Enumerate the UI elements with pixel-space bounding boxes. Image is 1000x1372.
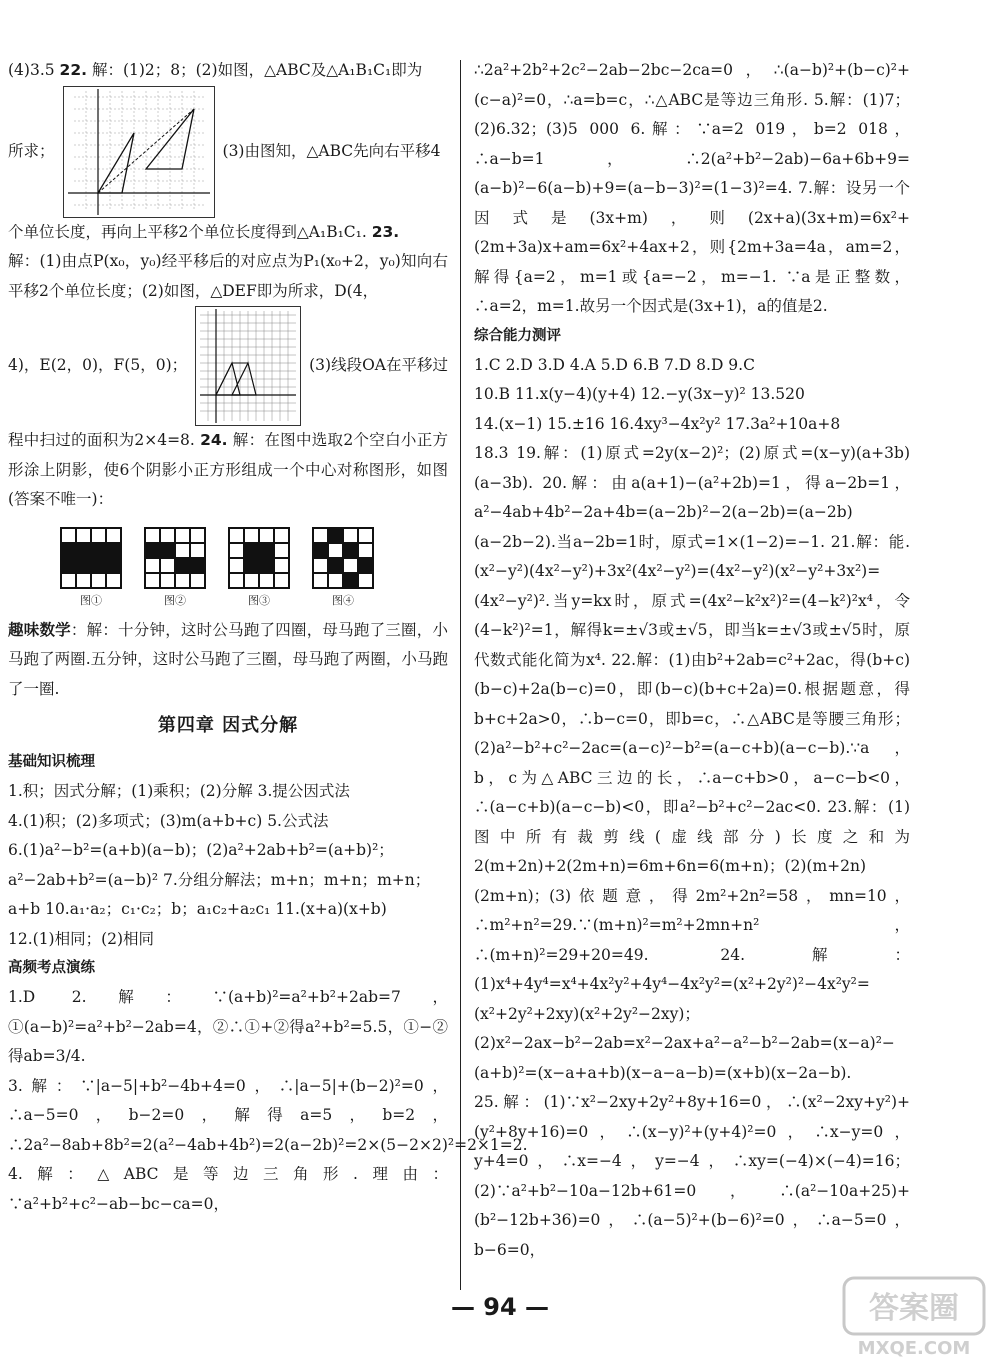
- blank-cell: [259, 528, 274, 543]
- blank-cell: [358, 543, 373, 558]
- q22-number: 22.: [59, 61, 88, 79]
- shaded-cell: [175, 558, 190, 573]
- blank-cell: [313, 558, 328, 573]
- watermark-logo: [840, 1270, 988, 1362]
- test-answer-lines: [474, 351, 910, 440]
- test-answer-line: 14.(x−1) 15.±16 16.4xy³−4x²y² 17.3a²+10a+8: [474, 414, 841, 433]
- shaded-cell: [76, 558, 91, 573]
- blank-cell: [145, 573, 160, 588]
- q22-q23-paragraph: [8, 218, 448, 248]
- basic-knowledge-lines: [8, 777, 448, 954]
- shaded-cell: [259, 558, 274, 573]
- coordinate-grid-figure-1: [63, 86, 215, 218]
- blank-cell: [160, 528, 175, 543]
- shaded-cell: [244, 543, 259, 558]
- basic-knowledge-line: a²−2ab+b²=(a−b)² 7.分组分解法；m+n；m+n；m+n；: [8, 870, 431, 889]
- shaded-cell: [259, 543, 274, 558]
- q22-fig-before: 所求；: [8, 141, 55, 160]
- section-basic-knowledge: 基础知识梳理: [8, 754, 95, 770]
- blank-cell: [61, 528, 76, 543]
- q24-text: 解：在图中选取2个空白小正方形涂上阴影，使6个阴影小正方形组成一个中心对称图形，如图(答案不唯一)：: [8, 431, 448, 508]
- basic-knowledge-line: 6.(1)a²−b²=(a+b)(a−b)；(2)a²+2ab+b²=(a+b)²；: [8, 841, 394, 859]
- pattern-figure: [312, 527, 374, 608]
- blank-cell: [76, 528, 91, 543]
- pattern-grid: [60, 527, 122, 589]
- q23-end: 程中扫过的面积为2×4=8.: [8, 431, 195, 449]
- blank-cell: [229, 528, 244, 543]
- blank-cell: [229, 543, 244, 558]
- pattern-figure: [144, 527, 206, 608]
- blank-cell: [244, 528, 259, 543]
- right-column: [474, 56, 910, 1265]
- shaded-cell: [313, 543, 328, 558]
- blank-cell: [274, 528, 289, 543]
- shaded-cell: [358, 558, 373, 573]
- right-continued-answers: ∴2a²+2b²+2c²−2ab−2bc−2ca=0，∴(a−b)²+(b−c)²+(c−a)²=0，∴a=b=c，∴△ABC是等边三角形. 5.解：(1)7；(2)6.32；(3)5 000 6.解：∵a=2 019，b=2 018，∴a−b=1，∴2(a²+b²−2ab)−6a+6b+9=(a−b)²−6(a−b)+9=(a−b−3)²=(1−3)²=4. 7.解：设另一个因式是(3x+m)，则(2x+a)(3x+m)=6x²+(2m+3a)x+am=6x²+4ax+2，则{2m+3a=4a，am=2，解得{a=2，m=1或{a=−2，m=−1. ∵a是正整数，∴a=2，m=1.故另一个因式是(3x+1)，a的值是2.: [474, 61, 910, 315]
- blank-cell: [313, 528, 328, 543]
- high-frequency-q1-q2: 1.D 2.解：∵(a+b)²=a²+b²+2ab=7，①(a−b)²=a²+b²−2ab=4，②∴①+②得a²+b²=5.5，①−②得ab=3/4.: [8, 988, 448, 1065]
- basic-knowledge-line: 12.(1)相同；(2)相同: [8, 929, 155, 948]
- blank-cell: [190, 573, 205, 588]
- blank-cell: [175, 528, 190, 543]
- blank-cell: [244, 573, 259, 588]
- shaded-cell: [145, 543, 160, 558]
- pattern-caption: 图④: [332, 593, 354, 607]
- symmetry-patterns: [60, 527, 448, 608]
- blank-cell: [91, 528, 106, 543]
- q22-fig-after: (3)由图知，△ABC先向右平移4: [222, 141, 441, 160]
- test-answer-line: 10.B 11.x(y−4)(y+4) 12.−y(3x−y)² 13.520: [474, 385, 805, 403]
- blank-cell: [145, 558, 160, 573]
- q23-number: 23.: [371, 222, 400, 241]
- fun-math-paragraph: [8, 616, 448, 705]
- shaded-cell: [76, 543, 91, 558]
- shaded-cell: [343, 573, 358, 588]
- blank-cell: [259, 573, 274, 588]
- blank-cell: [229, 573, 244, 588]
- q22-text: 解：(1)2；8；(2)如图，△ABC及△A₁B₁C₁即为: [87, 61, 423, 79]
- q22-figure-row: [8, 86, 448, 218]
- high-frequency-q3-q4: 3.解：∵|a−5|+b²−4b+4=0，∴|a−5|+(b−2)²=0，∴a−5=0，b−2=0，解得a=5，b=2，∴2a²−8ab+8b²=2(a²−4ab+4b²)=2(a−2b)²=2×(5−2×2)²=2×1=2. 4.解：△ABC是等边三角形.理由：∵a²+b²+c²−ab−bc−ca=0，: [8, 1076, 528, 1213]
- watermark-line2: MXQE.COM: [857, 1338, 971, 1359]
- blank-cell: [190, 528, 205, 543]
- pattern-figure: [228, 527, 290, 608]
- pattern-figure: [60, 527, 122, 608]
- blank-cell: [175, 573, 190, 588]
- pattern-caption: 图①: [80, 593, 102, 607]
- section-comprehensive-test: 综合能力测评: [474, 327, 561, 344]
- q24-number: 24.: [200, 431, 228, 449]
- blank-cell: [229, 558, 244, 573]
- test-answer-line: 1.C 2.D 3.D 4.A 5.D 6.B 7.D 8.D 9.C: [474, 355, 755, 374]
- q21-tail: (4)3.5: [8, 61, 60, 79]
- shaded-cell: [61, 558, 76, 573]
- blank-cell: [175, 543, 190, 558]
- pattern-caption: 图③: [248, 593, 270, 607]
- test-answer-25: 25.解：(1)∵x²−2xy+2y²+8y+16=0，∴(x²−2xy+y²)+(y²+8y+16)=0，∴(x−y)²+(y+4)²=0，∴x−y=0，y+4=0，∴x=−4，y=−4，∴xy=(−4)×(−4)=16；(2)∵a²+b²−10a−12b+61=0，∴(a²−10a+25)+(b²−12b+36)=0，∴(a−5)²+(b−6)²=0，∴a−5=0，b−6=0，: [474, 1093, 910, 1259]
- blank-cell: [190, 543, 205, 558]
- q23-text: 解：(1)由点P(x₀，y₀)经平移后的对应点为P₁(x₀+2，y₀)知向右平移2个单位长度；(2)如图，△DEF即为所求，D(4，: [8, 252, 448, 300]
- blank-cell: [313, 573, 328, 588]
- shaded-cell: [91, 558, 106, 573]
- q22-end: 个单位长度，再向上平移2个单位长度得到△A₁B₁C₁.: [8, 222, 367, 241]
- watermark-line1: 答案圈: [869, 1291, 959, 1326]
- blank-cell: [61, 573, 76, 588]
- shaded-cell: [61, 543, 76, 558]
- shaded-cell: [190, 558, 205, 573]
- page-number: — 94 —: [450, 1293, 550, 1321]
- q22-paragraph: [8, 56, 448, 86]
- blank-cell: [274, 573, 289, 588]
- blank-cell: [358, 528, 373, 543]
- pattern-grid: [144, 527, 206, 589]
- blank-cell: [343, 558, 358, 573]
- shaded-cell: [244, 558, 259, 573]
- basic-knowledge-line: a+b 10.a₁·a₂；c₁·c₂；b；a₁c₂+a₂c₁ 11.(x+a)(x+b): [8, 900, 387, 918]
- blank-cell: [106, 573, 121, 588]
- q23-figure-row: [8, 306, 448, 426]
- shaded-cell: [106, 558, 121, 573]
- blank-cell: [274, 543, 289, 558]
- q23-fig-before: 4)，E(2，0)，F(5，0)；: [8, 356, 188, 375]
- coordinate-grid-figure-2: [195, 306, 301, 426]
- column-divider: [460, 60, 461, 1290]
- blank-cell: [274, 558, 289, 573]
- blank-cell: [160, 573, 175, 588]
- blank-cell: [106, 528, 121, 543]
- q24-paragraph: [8, 426, 448, 515]
- blank-cell: [328, 573, 343, 588]
- fun-math-label: 趣味数学: [8, 620, 71, 639]
- shaded-cell: [328, 558, 343, 573]
- shaded-cell: [106, 543, 121, 558]
- shaded-cell: [328, 528, 343, 543]
- blank-cell: [328, 543, 343, 558]
- fun-math-text: ：解：十分钟，这时公马跑了四圈，母马跑了三圈，小马跑了两圈.五分钟，这时公马跑了三圈，母马跑了两圈，小马跑了一圈.: [8, 620, 448, 698]
- shaded-cell: [343, 543, 358, 558]
- blank-cell: [358, 573, 373, 588]
- pattern-caption: 图②: [164, 593, 186, 607]
- section-high-frequency: 高频考点演练: [8, 960, 95, 976]
- pattern-grid: [312, 527, 374, 589]
- basic-knowledge-line: 4.(1)积；(2)多项式；(3)m(a+b+c) 5.公式法: [8, 811, 329, 830]
- pattern-grid: [228, 527, 290, 589]
- blank-cell: [160, 558, 175, 573]
- test-answers-18-24: 18.3 19.解：(1)原式=2y(x−2)²；(2)原式=(x−y)(a+3b)(a−3b). 20.解：由a(a+1)−(a²+2b)=1，得a−2b=1，a²−4ab+4b²−2a+4b=(a−2b)²−2(a−2b)=(a−2b)(a−2b−2).当a−2b=1时，原式=1×(1−2)=−1. 21.解：能.(x²−y²)(4x²−y²)+3x²(4x²−y²)=(4x²−y²)(x²−y²+3x²)=(4x²−y²)².当y=kx时，原式=(4x²−k²x²)²=(4−k²)²x⁴，令(4−k²)²=1，解得k=±√3或±√5，即当k=±√3或±√5时，原代数式能化简为x⁴. 22.解：(1)由b²+2ab=c²+2ac，得(b+c)(b−c)+2a(b−c)=0，即(b−c)(b+c+2a)=0.根据题意，得b+c+2a>0，∴b−c=0，即b=c，∴△ABC是等腰三角形；(2)a²−b²+c²−2ac=(a−c)²−b²=(a−c+b)(a−c−b).∵a，b，c为△ABC三边的长，∴a−c+b>0，a−c−b<0，∴(a−c+b)(a−c−b)<0，即a²−b²+c²−2ac<0. 23.解：(1)图中所有裁剪线(虚线部分)长度之和为2(m+2n)+2(2m+n)=6m+6n=6(m+n)；(2)(m+2n)(2m+n)；(3)依题意，得2m²+2n²=58，mn=10，∴m²+n²=29.∵(m+n)²=m²+2mn+n²，∴(m+n)²=29+20=49. 24.解：(1)x⁴+4y⁴=x⁴+4x²y²+4y⁴−4x²y²=(x²+2y²)²−4x²y²=(x²+2y²+2xy)(x²+2y²−2xy)；(2)x²−2ax−b²−2ab=x²−2ax+a²−a²−b²−2ab=(x−a)²−(a+b)²=(x−a+a+b)(x−a−a−b)=(x+b)(x−2a−b).: [474, 444, 910, 1082]
- blank-cell: [76, 573, 91, 588]
- shaded-cell: [160, 543, 175, 558]
- chapter-title: 第四章 因式分解: [157, 715, 299, 736]
- blank-cell: [145, 528, 160, 543]
- blank-cell: [91, 573, 106, 588]
- shaded-cell: [91, 543, 106, 558]
- q23-fig-after: (3)线段OA在平移过: [309, 356, 448, 375]
- basic-knowledge-line: 1.积；因式分解；(1)乘积；(2)分解 3.提公因式法: [8, 782, 350, 800]
- blank-cell: [343, 528, 358, 543]
